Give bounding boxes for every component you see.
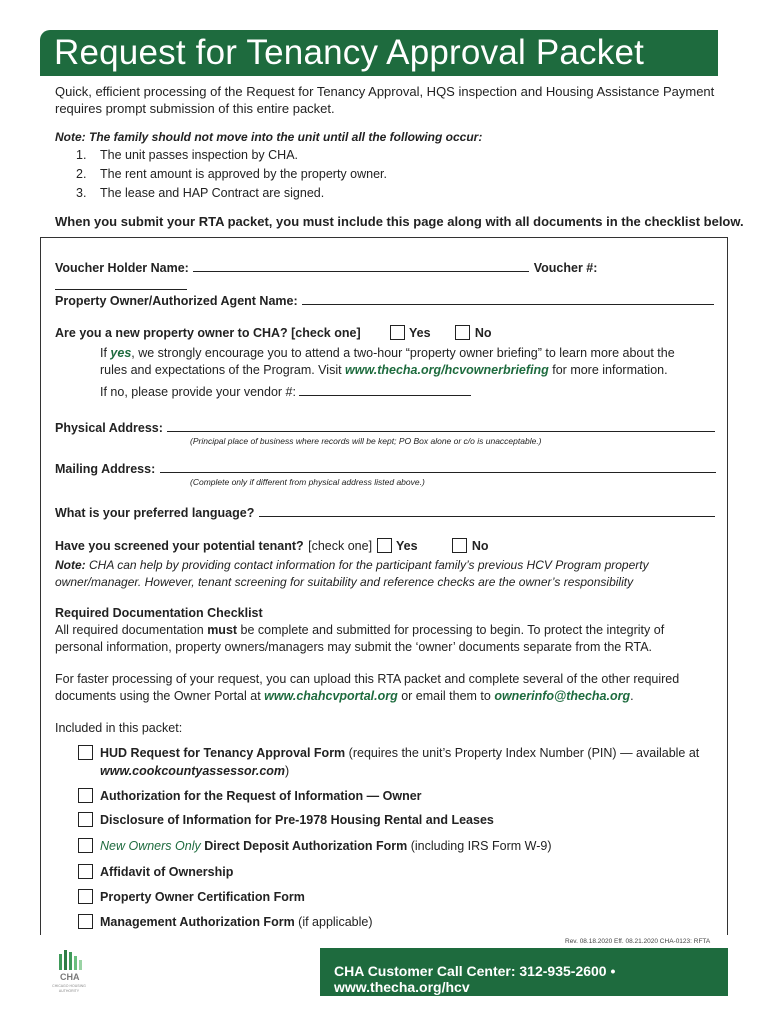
screened-question: Have you screened your potential tenant? — [55, 539, 304, 553]
logo-name: CHICAGO HOUSING AUTHORITY — [52, 984, 86, 993]
owner-row — [55, 292, 714, 310]
physical-address-row — [55, 419, 715, 437]
intro-text: Quick, efficient processing of the Request for Tenancy Approval, HQS inspection and Housing Assistance Payment requires prompt submission of this entire packet. — [55, 84, 715, 116]
checklist-item-owner-certification: Property Owner Certification Form — [78, 889, 305, 904]
page-title: Request for Tenancy Approval Packet — [54, 33, 645, 72]
language-row — [55, 504, 715, 522]
faster-processing: For faster processing of your request, you can upload this RTA packet and complete several of the other required documents using the Owner Portal at www.chahcvportal.org or email them to ownerinfo@thecha.org. — [55, 672, 680, 703]
checklist-item-hud-rta: HUD Request for Tenancy Approval Form (requires the unit’s Property Index Number (PIN) — available at www.cookcountyassessor.com) — [78, 744, 718, 780]
checklist-item-management-authorization: Management Authorization Form (if applicable) — [78, 914, 373, 929]
checklist-item-disclosure: Disclosure of Information for Pre-1978 Housing Rental and Leases — [78, 812, 494, 827]
checkbox[interactable] — [78, 838, 93, 853]
physical-address-hint: (Principal place of business where records will be kept; PO Box alone or c/o is unacceptable.) — [190, 436, 542, 446]
cha-logo — [46, 948, 92, 1000]
yes-label: Yes — [408, 326, 431, 340]
checkbox[interactable] — [78, 745, 93, 760]
list-item: 1. The unit passes inspection by CHA. — [76, 148, 299, 162]
no-label: No — [474, 326, 492, 340]
checklist-item-direct-deposit: New Owners Only Direct Deposit Authorization Form (including IRS Form W-9) — [78, 838, 551, 853]
yes-label: Yes — [395, 539, 418, 553]
checklist-item-authorization: Authorization for the Request of Information — Owner — [78, 788, 422, 803]
submit-instructions: When you submit your RTA packet, you must include this page along with all documents in the checklist below. — [55, 214, 744, 229]
included-label: Included in this packet: — [55, 721, 183, 735]
no-label: No — [471, 539, 489, 553]
required-docs-section: Required Documentation Checklist All required documentation must be complete and submitted for processing to begin. To protect the integrity of personal information, property owners/managers may submit the ‘owner’ documents separate from the RTA. — [55, 605, 720, 656]
screened-yes-checkbox[interactable] — [377, 538, 392, 553]
screened-row: Have you screened your potential tenant? [check one] Yes No — [55, 539, 489, 553]
mailing-address-label: Mailing Address: — [55, 462, 156, 476]
checkbox[interactable] — [78, 788, 93, 803]
property-owner-field[interactable] — [302, 294, 714, 305]
screened-no-checkbox[interactable] — [452, 538, 467, 553]
language-label: What is your preferred language? — [55, 506, 255, 520]
checkbox[interactable] — [78, 889, 93, 904]
footer-bar — [320, 948, 728, 996]
list-item: 3. The lease and HAP Contract are signed. — [76, 186, 325, 200]
move-in-note: Note: The family should not move into the unit until all the following occur: — [55, 130, 483, 144]
checkbox[interactable] — [78, 914, 93, 929]
yes-emphasis: yes — [110, 346, 132, 360]
logo-abbr: CHA — [60, 972, 80, 982]
checklist-item-affidavit: Affidavit of Ownership — [78, 864, 233, 879]
checkbox[interactable] — [78, 812, 93, 827]
physical-address-label: Physical Address: — [55, 421, 163, 435]
vendor-number-field[interactable] — [299, 385, 471, 396]
new-owners-only-tag: New Owners Only — [100, 839, 201, 853]
voucher-row — [55, 259, 715, 295]
email-link[interactable]: ownerinfo@thecha.org — [494, 689, 631, 703]
mailing-address-field[interactable] — [160, 462, 716, 473]
voucher-holder-field[interactable] — [193, 261, 529, 272]
property-owner-label: Property Owner/Authorized Agent Name: — [55, 294, 298, 308]
revision-note: Rev. 08.18.2020 Eff. 08.21.2020 CHA-0123: RFTA — [565, 938, 711, 945]
vendor-label: If no, please provide your vendor #: — [100, 385, 296, 399]
new-owner-yes-checkbox[interactable] — [390, 325, 405, 340]
checkbox[interactable] — [78, 864, 93, 879]
voucher-number-field[interactable] — [55, 279, 187, 290]
list-item: 2. The rent amount is approved by the property owner. — [76, 167, 387, 181]
call-center-info: CHA Customer Call Center: 312-935-2600 • www.thecha.org/hcv — [334, 963, 616, 995]
briefing-link[interactable]: www.thecha.org/hcvownerbriefing — [345, 363, 549, 377]
new-owner-question: Are you a new property owner to CHA? [check one] — [55, 326, 361, 340]
voucher-holder-label: Voucher Holder Name: — [55, 261, 189, 275]
new-owner-no-checkbox[interactable] — [455, 325, 470, 340]
portal-link[interactable]: www.chahcvportal.org — [264, 689, 398, 703]
language-field[interactable] — [259, 506, 715, 517]
physical-address-field[interactable] — [167, 421, 715, 432]
mailing-address-hint: (Complete only if different from physical address listed above.) — [190, 477, 425, 487]
mailing-address-row — [55, 460, 716, 478]
required-docs-heading: Required Documentation Checklist — [55, 606, 263, 620]
briefing-info: If yes, we strongly encourage you to attend a two-hour “property owner briefing” to learn more about the rules and expectations of the Program. Visit www.thecha.org/hcvownerbriefing for more information. — [100, 346, 675, 377]
steps-list — [76, 146, 387, 203]
vendor-row — [100, 385, 471, 399]
screening-note: Note: CHA can help by providing contact information for the participant family’s previous HCV Program property owner/manager. However, tenant screening for suitability and reference checks are the owner’s responsibility — [55, 558, 649, 589]
voucher-number-label: Voucher #: — [533, 261, 598, 275]
title-banner — [40, 30, 718, 76]
new-owner-row — [55, 324, 492, 342]
